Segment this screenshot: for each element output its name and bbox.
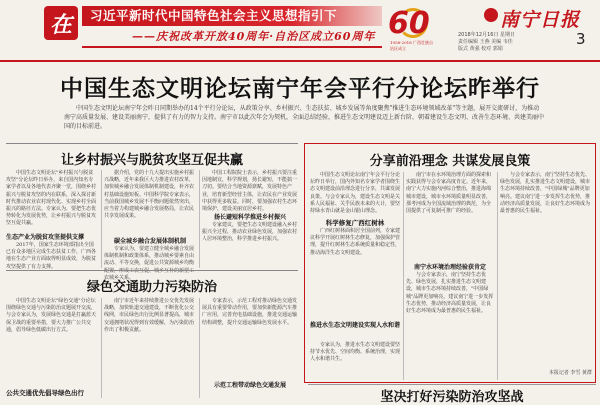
edition-info [458,32,568,53]
banner-logo: 在 [44,6,78,40]
article-text: 与会专家表示，南宁坚持生态优先、绿色发展，扎实推进生态文明建设，城市生态环境持续改善，"中国绿城"品牌更加响亮。建议南宁进一步发挥生态优势，推动经济高质量发展，让良好生态环境成为最普惠的民生福祉。 [406,272,494,315]
section-title-rural: 让乡村振兴与脱贫攻坚互促共赢 [60,153,243,168]
paper-name: 南宁日报 [500,9,581,31]
subhead: 碳全城乡融合发展体制机制 [113,238,186,245]
section-rule [6,270,298,271]
article-text: 中国生态文明论坛"绿色交通"分论坛围绕绿色交通与污染防治议题展开交流，与会专家认为，发展绿色交通是打赢蓝天保卫战的重要举措，要大力推广公共交通，倡导绿色低碳出行方式。 [6,298,97,333]
subhead: 示范工程带动绿色交通发展 [213,382,286,389]
column-rule [101,170,102,268]
section-rule [6,143,298,144]
article-text: 专家认为，要建立健全城乡融合发展体制机制和政策体系，推动城乡要素自由流动、平等交换，促进公共资源城乡均衡 农城乡关系。 [104,246,195,281]
byline: 本报记者 李雪 黄群 [548,370,592,376]
subhead: 南宁水环境治理经验获肯定 [413,264,486,271]
masthead-rule [0,60,600,62]
article-text: 与会专家表示，南宁坚持生态优先、绿色发展，扎实推进生态文明建设，城市生态环境持续改善，"中国绿城"品牌更加响亮。建议南宁进一步发挥生态优势，推动经济高质量发展，让良好生态环境成为最普惠的民生福祉。 [500,172,591,215]
subhead: 生态产业为脱贫攻坚提供支撑 [6,234,85,241]
edition-proof: 版式 黄强 校对 郭娟 [458,46,503,52]
article-text: 中国生态文明论坛南宁年会平行分论坛昨日举行，国内外知名专家学者围绕生态文明建设前沿理念进行分享，共谋发展良策。与会专家认为，建设生态文明是关系人民福祉、关乎民族未来的大计，要坚持绿水青山就是金山银山理念。 [310,172,401,215]
section-title-transport: 绿色交通助力污染防治 [86,280,217,295]
subhead: 公共交通优先倡导绿色出行 [6,389,84,397]
banner-subtitle: ——庆祝改革开放40周年·自治区成立60周年 [132,30,376,43]
anniversary-number: 60 [388,6,430,41]
article-text: 中国生态文明论坛"乡村振兴与脱贫攻坚"分论坛昨日举办，来自国内知名专家学者以及各地代表齐聚一堂，围绕乡村振兴与脱贫攻坚的内在联系，深入探讨新时代推动农业农村现代化、实现乡村全面振兴的路径方法。专家认为，要把生态优势转化为发展优势，让乡村振兴与脱贫攻坚互促共赢。 [6,170,97,227]
article-text: 南宁市在水环境治理方面的探索和实践获得与会专家高度肯定。近年来，南宁大力实施内河综合整治，推进海绵城市建设，城市水环境质量明显改善，那考河成为全国流域治理的典范，为全国提供了可复制可推广的经验。 [406,172,492,215]
subhead: 科学修复广西红树林 [325,219,385,227]
article-text: 广西红树林面积居全国前列，专家建议科学开展红树林生态修复，加强保护管理，提升红树林生态系统质量和稳定性，推动海洋生态文明建设。 [310,228,401,256]
edition-date: 2018年12月16日 星期日 [458,32,516,38]
edition-editor: 责任编辑 王燕 美编 韦佳 [458,39,513,45]
article-text: 专家建议，要把生态文明建设融入乡村振兴全过程，推动农业绿色发展，加强农村人居环境整治，科学推进乡村振兴。 [202,222,298,243]
column-rule [101,298,102,398]
banner-title: 习近平新时代中国特色社会主义思想指引下 [82,6,382,26]
anniversary-caption: 1958-2018 广西壮族自治区成立 [390,40,433,51]
article-text: 专家表示，示范工程对推动绿色交通发展具有重要带动作用，要加快新能源汽车推广应用，完善充电基础设施，推进交通运输结构调整，提升交通运输绿色发展水平。 [202,298,298,326]
main-headline: 中国生态文明论坛南宁年会平行分论坛昨举行 [60,76,540,102]
banner-underline [82,46,382,48]
article-text: 南宁市近年来持续推进公交优先发展战略，加快轨道交通建设，不断优化公交线网，市民绿色出行比例显著提高，城市交通拥堵状况得到有效缓解，为污染防治作出了积极贡献。 [104,298,195,333]
page-number: 3 [576,30,586,48]
paper-emblem-icon [484,8,498,22]
column-rule [199,170,200,268]
article-text: 中国工程院院士表示，乡村振兴要注重因地制宜，科学规划，扬长避短，不能搞一刀切。要结合当地资源禀赋，发展特色产业，培育新型经营主体，让农民在产业发展中获得更多收益。同时，要加强农村生态环境保护，建设美丽宜居乡村。 [202,170,298,213]
article-text: 专家认为，推进水生态文明建设要坚持节水优先、空间均衡、系统治理，实现人水和谐共生。 [310,342,401,363]
article-text: 2017年，国家生态环境部指出全国已有众多地区完成生态扶贫工作，广西各地在生态产业方面取得明显成效，为脱贫攻坚提供了有力支撑。 [6,242,97,270]
column-rule [199,298,200,398]
section-title-ideas: 分享前沿理念 共谋发展良策 [369,154,531,169]
section-title-pollution: 坚决打好污染防治攻坚战 [380,390,524,405]
anniversary-logo [388,4,434,51]
subhead: 扬长避短科学推进乡村振兴 [213,214,286,221]
masthead [0,0,600,62]
article-text: 据介绍，党的十九大提出实施乡村振兴战略，近年来我区大力推进农村改革，加快城乡融合发展体制机制建设，补齐农村基础设施短板。中国科学院专家表示，当前我国城乡发展不平衡问题依然突出，应当着力构建城乡融合发展格局，让农民共享发展成果。 [104,170,195,220]
column-rule [403,172,404,380]
lead-paragraph: 中国生态文明论坛南宁年会昨日同期举办的14个平行分论坛，从政策分享、乡村振兴、生态扶贫、城乡发展等角度聚焦"推进生态环境领域改革"等主题，展开交流研讨，为推动南宁高质量发展、建设美丽南宁，提供了有力的智力支持。南宁市以此次年会为契机，全面总结经验，推进生态文明建设迈上新台阶，朝着建设生态文明、改善生态环境、共建美丽中国的目标前进。 [64,105,545,130]
subhead: 推进水生态文明建设实现人水和谐 [310,322,401,329]
column-rule [497,172,498,380]
